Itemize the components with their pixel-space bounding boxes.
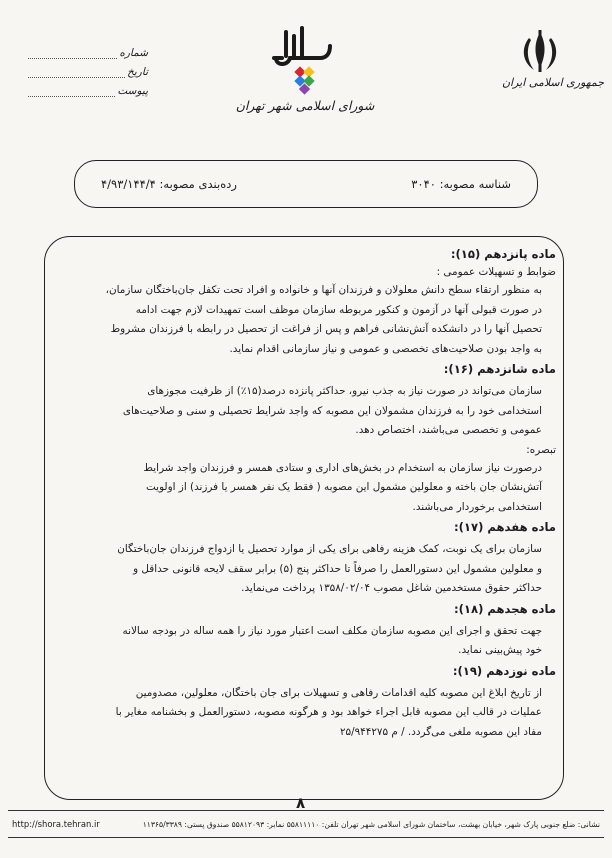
- text-line: از تاریخ ابلاغ این مصوبه کلیه اقدامات رفاهی و تسهیلات برای جان باختگان، معلولین، مصدومین: [135, 686, 542, 699]
- text-line: به منظور ارتقاء سطح دانش معلولان و فرزندان آنها و خانواده و افراد تحت تکفل جان‌باختگان سازمان،: [105, 284, 542, 296]
- article-18: [56, 599, 556, 661]
- letter-meta-fields: [28, 40, 148, 97]
- meta-field-line: [28, 50, 117, 59]
- country-name: جمهوری اسلامی ایران: [501, 76, 605, 89]
- article-16: [56, 359, 556, 517]
- text-line: سازمان می‌تواند در صورت نیاز به جذب نیرو، حداکثر پانزده درصد(۱۵٪) از ظرفیت مجوزهای: [147, 385, 542, 397]
- resolution-number: شناسه مصوبه: ۳۰۴۰: [411, 177, 511, 191]
- meta-field-date: [28, 59, 148, 78]
- article-title: ماده پانزدهم (۱۵):: [450, 247, 556, 261]
- note-paragraph: [56, 459, 556, 518]
- footer-address: نشانی: ضلع جنوبی پارک شهر، خیابان بهشت، ساختمان شورای اسلامی شهر تهران تلفن: ۵۵۸۱۱۱۱۰ نمابر: ۵۵۸۱۲۰۹۳ صندوق پستی: ۱۱۳۶۵/۳۳۸۹: [142, 819, 600, 829]
- note-title: تبصره:: [526, 443, 556, 456]
- text-line: مفاد این مصوبه ملغی می‌گردد. / م ۲۵/۹۴۴۲۷۵: [339, 725, 542, 738]
- text-line: عمومی و تخصصی می‌باشند، اختصاص دهد.: [355, 424, 542, 436]
- resolution-id-box: [74, 160, 538, 208]
- page-number: ۸: [296, 794, 306, 812]
- text-line: در صورت قبولی آنها در آزمون و کنکور مربوطه سازمان موظف است تمهیدات لازم جهت ادامه: [135, 303, 542, 316]
- meta-field-attachment: [28, 78, 148, 97]
- text-line: آتش‌نشان جان باخته و معلولین مشمول این مصوبه ( فقط یک نفر همسر یا فرزند) از اولویت: [145, 481, 542, 493]
- text-line: به واجد بودن صلاحیت‌های تخصصی و عمومی و نیاز سازمانی اقدام نماید.: [229, 342, 542, 355]
- text-line: درصورت نیاز سازمان به استخدام در بخش‌های اداری و ستادی همسر و فرزندان واجد شرایط: [143, 461, 542, 474]
- meta-field-line: [28, 88, 115, 97]
- article-paragraph: [56, 622, 556, 661]
- resolution-body: [56, 244, 556, 742]
- article-17: [56, 517, 556, 599]
- meta-field-label: تاریخ: [127, 66, 148, 78]
- article-title: ماده شانزدهم (۱۶):: [443, 362, 556, 376]
- footer-website-link[interactable]: http://shora.tehran.ir: [12, 819, 100, 829]
- text-line: خود پیش‌بینی نماید.: [458, 644, 542, 656]
- text-line: و معلولین مشمول این دستورالعمل را صرفاً تا حداکثر پنج (۵) برابر سقف لایحه قانونی حداقل و: [133, 562, 542, 575]
- text-line: سازمان برای یک نوبت، کمک هزینه رفاهی برای یکی از موارد تحصیل یا ازدواج فرزندان جان‌باختگان: [117, 543, 542, 555]
- article-paragraph: [56, 540, 556, 599]
- text-line: استخدامی برخوردار می‌باشند.: [412, 500, 542, 513]
- footer-bar: [8, 810, 604, 838]
- article-19: [56, 661, 556, 743]
- article-paragraph: [56, 382, 556, 441]
- article-15: [56, 244, 556, 359]
- resolution-classification: رده‌بندی مصوبه: ۴/۹۳/۱۴۴/۴: [101, 177, 237, 191]
- text-line: عملیات در قالب این مصوبه قابل اجراء خواهد بود و هرگونه مصوبه، دستورالعمل و بخشنامه مغایر با: [115, 706, 542, 718]
- text-line: تحصیل آنها را در دانشکده آتش‌نشانی فراهم و پس از فراغت از تحصیل در رابطه با فرزندان مشروط: [110, 323, 542, 335]
- article-title: ماده هفدهم (۱۷):: [453, 520, 556, 534]
- meta-field-label: پیوست: [117, 85, 148, 97]
- text-line: جهت تحقق و اجرای این مصوبه سازمان مکلف است اعتبار مورد نیاز را همه ساله در بودجه سالانه: [122, 624, 542, 637]
- tehran-council-logo-icon: [268, 18, 338, 98]
- council-name: شورای اسلامی شهر تهران: [235, 98, 375, 113]
- article-title: ماده نوزدهم (۱۹):: [452, 663, 556, 678]
- article-subtitle: ضوابط و تسهیلات عمومی :: [436, 266, 556, 278]
- meta-field-number: [28, 40, 148, 59]
- meta-field-label: شماره: [119, 47, 148, 59]
- meta-field-line: [28, 69, 125, 78]
- article-paragraph: [56, 281, 556, 359]
- iran-emblem-icon: [516, 28, 564, 76]
- article-title: ماده هجدهم (۱۸):: [453, 601, 556, 616]
- text-line: حداکثر حقوق مستخدمین شاغل مصوب ۱۳۵۸/۰۲/۰۴ پرداخت می‌نماید.: [241, 582, 542, 594]
- text-line: استخدامی خود را به فرزندان مشمولان این مصوبه که واجد شرایط تحصیلی و سنی و صلاحیت‌های: [122, 404, 542, 417]
- article-paragraph: [56, 684, 556, 743]
